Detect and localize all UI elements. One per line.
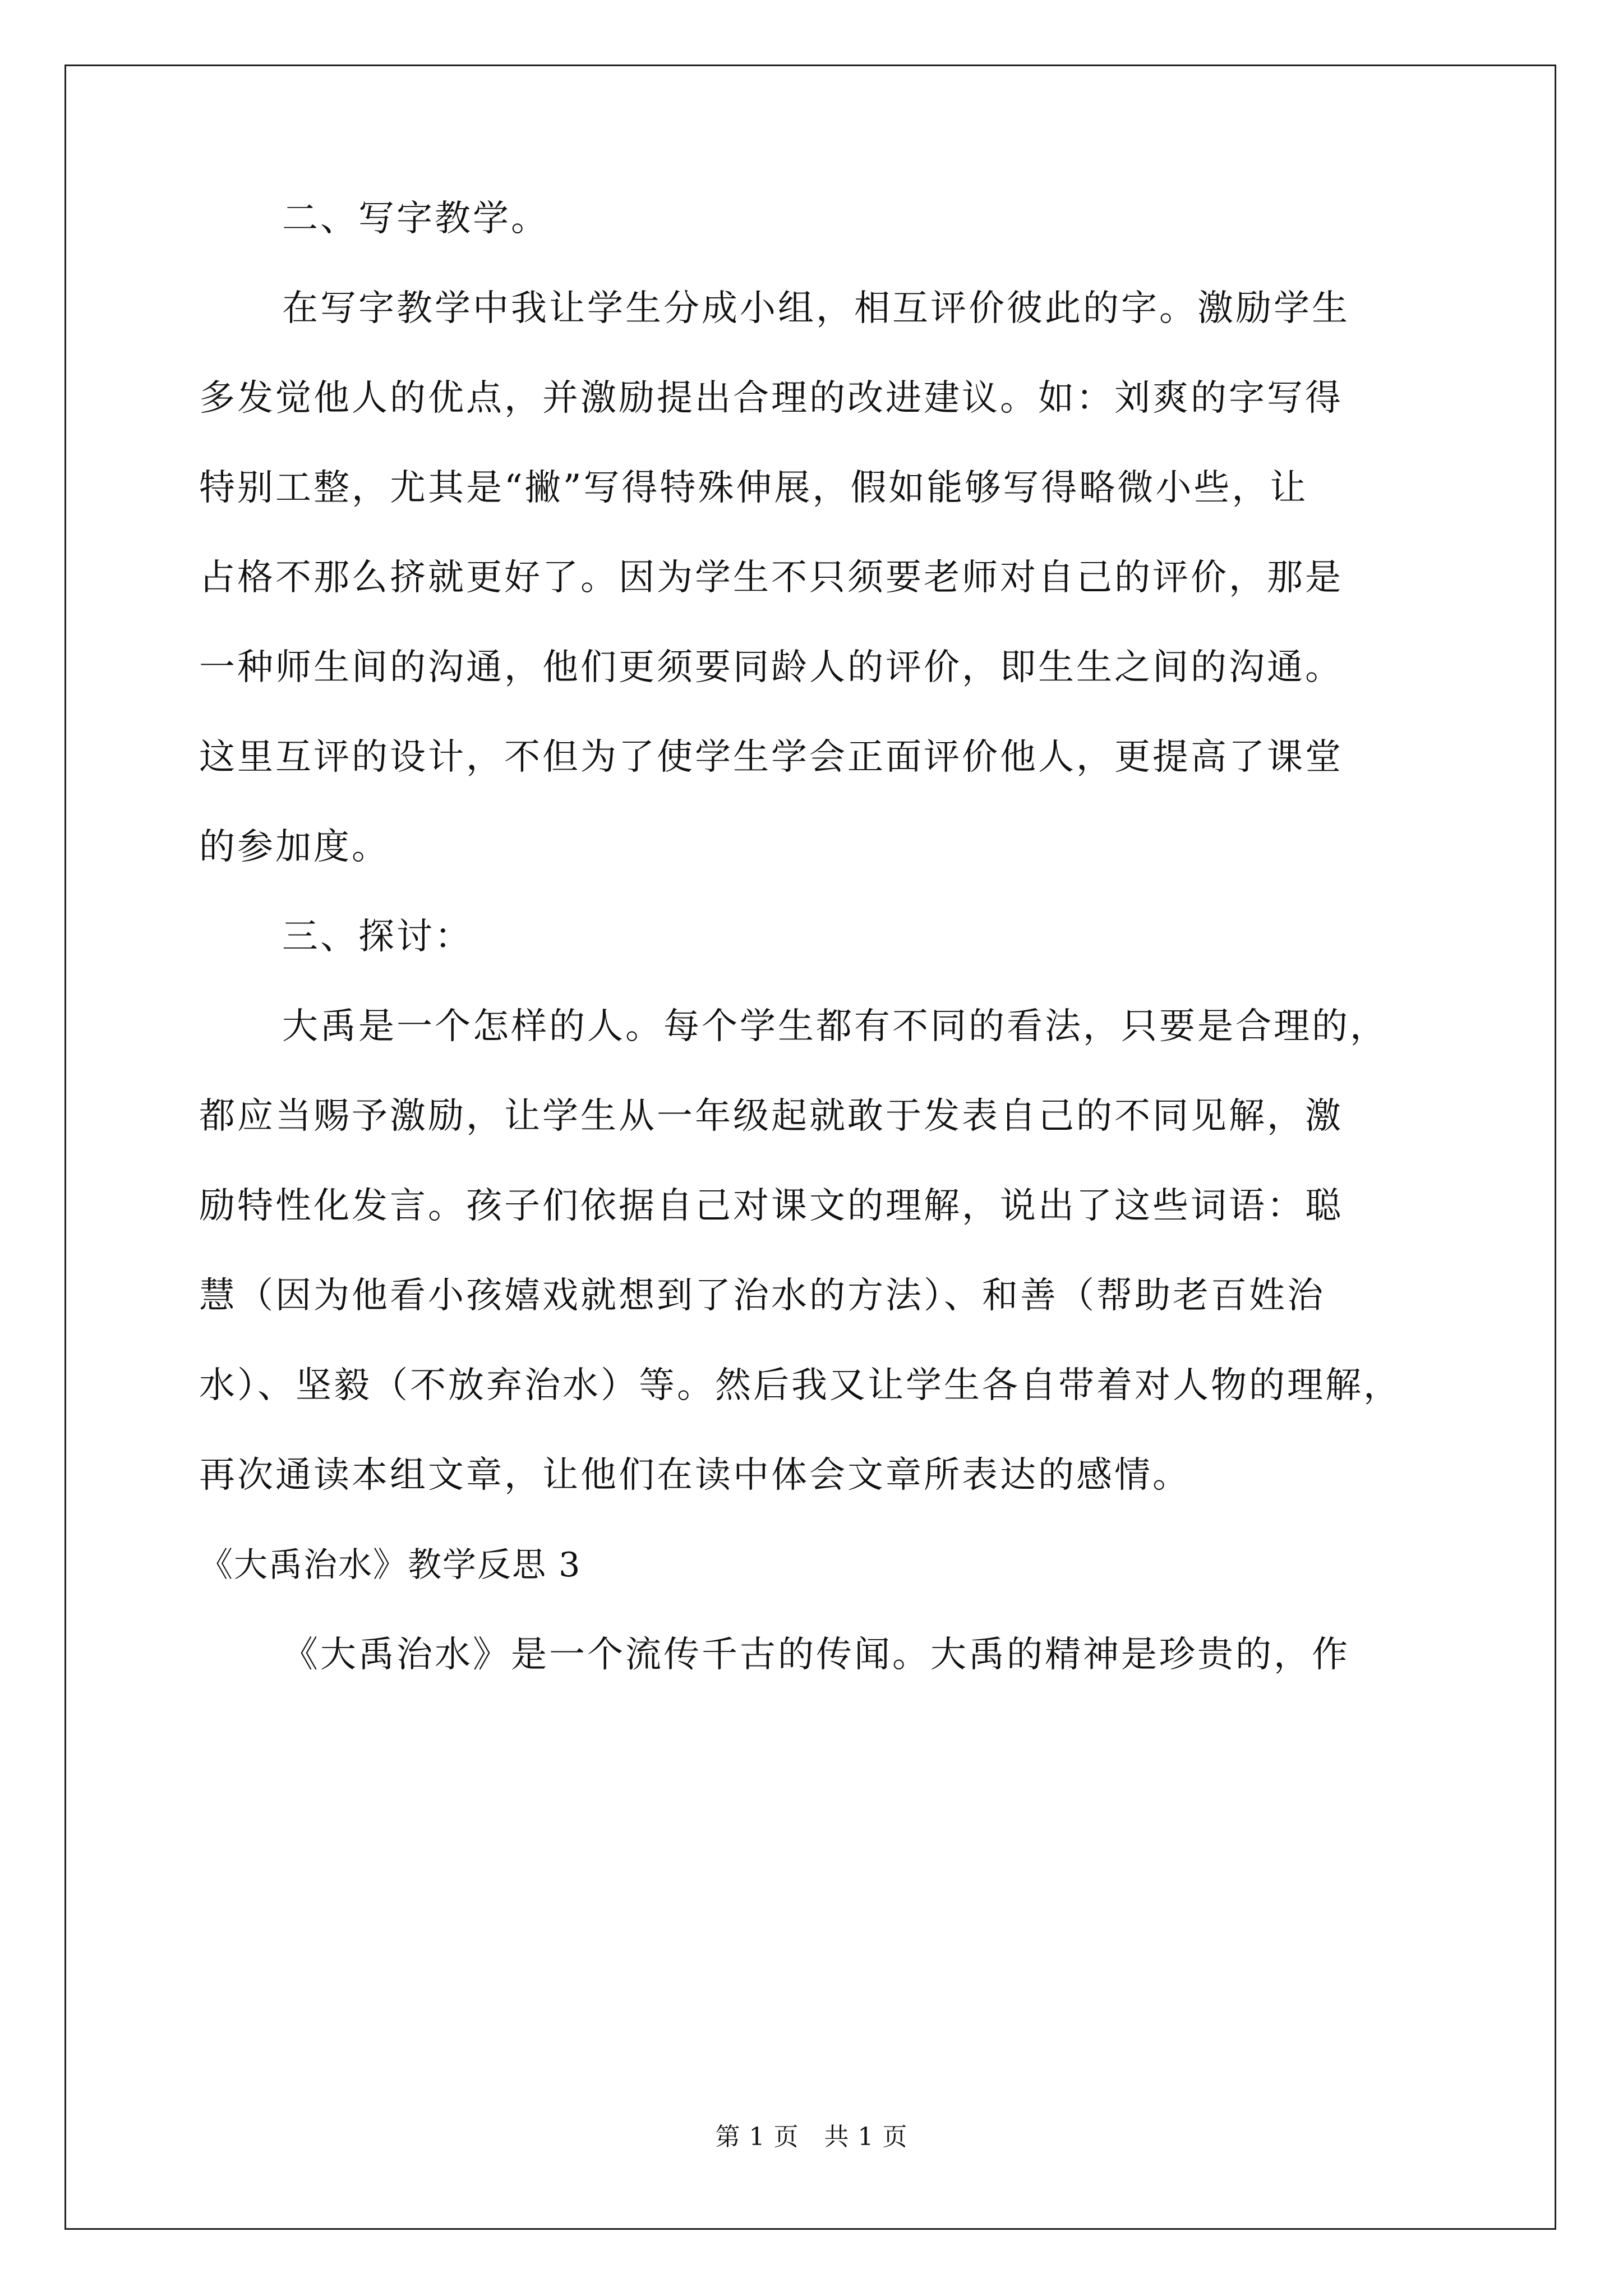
paragraph-line: 特别工整，尤其是“撇”写得特殊伸展，假如能够写得略微小些，让: [199, 467, 1308, 509]
paragraph-line: 的参加度。: [199, 826, 390, 868]
section-heading-writing: 二、写字教学。: [282, 198, 549, 240]
paragraph-line: 多发觉他人的优点，并激励提出合理的改进建议。如：刘爽的字写得: [199, 378, 1343, 419]
paragraph-line: 水）、坚毅（不放弃治水）等。然后我又让学生各自带着对人物的理解，: [199, 1365, 1401, 1406]
paragraph-line: 都应当赐予激励，让学生从一年级起就敢于发表自己的不同见解，激: [199, 1096, 1343, 1137]
paragraph-line: 慧（因为他看小孩嬉戏就想到了治水的方法）、和善（帮助老百姓治: [199, 1275, 1325, 1317]
page-footer: 第 1 页 共 1 页: [715, 2123, 908, 2151]
paragraph-line: 占格不那么挤就更好了。因为学生不只须要老师对自己的评价，那是: [199, 557, 1343, 599]
paragraph-line: 《大禹治水》是一个流传千古的传闻。大禹的精神是珍贵的，作: [282, 1634, 1350, 1676]
paragraph-line: 励特性化发言。孩子们依据自己对课文的理解，说出了这些词语：聪: [199, 1185, 1343, 1227]
paragraph-line: 一种师生间的沟通，他们更须要同龄人的评价，即生生之间的沟通。: [199, 647, 1343, 688]
paragraph-line: 大禹是一个怎样的人。每个学生都有不同的看法，只要是合理的，: [282, 1006, 1388, 1047]
article-title: 《大禹治水》教学反思 3: [199, 1545, 582, 1585]
paragraph-line: 这里互评的设计，不但为了使学生学会正面评价他人，更提高了课堂: [199, 737, 1343, 778]
section-heading-discussion: 三、探讨：: [282, 916, 473, 958]
paragraph-line: 再次通读本组文章，让他们在读中体会文章所表达的感情。: [199, 1455, 1191, 1496]
paragraph-line: 在写字教学中我让学生分成小组，相互评价彼此的字。激励学生: [282, 288, 1350, 329]
